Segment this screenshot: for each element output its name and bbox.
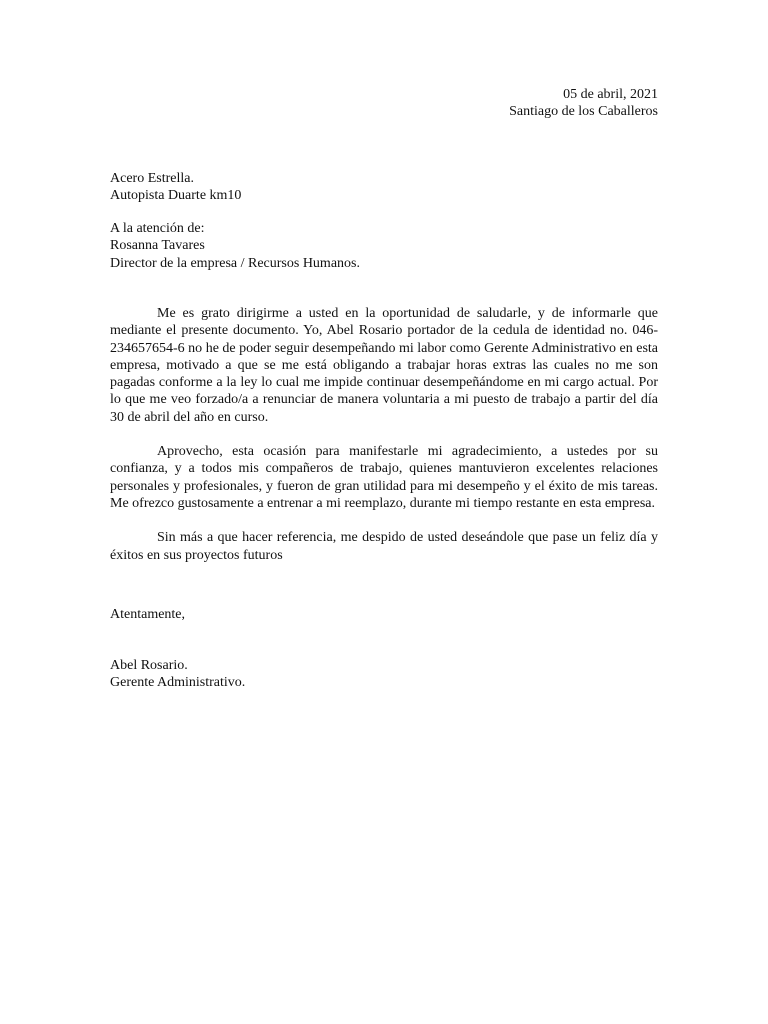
recipient-address: Autopista Duarte km10 [110, 188, 242, 204]
attention-block [110, 220, 360, 272]
closing-salutation: Atentamente, [110, 607, 186, 622]
letter-date: 05 de abril, 2021 [563, 87, 658, 102]
recipient-block [110, 170, 241, 205]
date-block [509, 86, 658, 121]
letter-city: Santiago de los Caballeros [509, 104, 658, 120]
attention-position: Director de la empresa / Recursos Humanos. [110, 255, 360, 271]
recipient-company: Acero Estrella. [110, 171, 194, 186]
letter-body [110, 305, 658, 581]
signature-title: Gerente Administrativo. [110, 675, 246, 691]
signature-block [110, 657, 245, 692]
body-paragraph: Aprovecho, esta ocasión para manifestarle mi agradecimiento, a ustedes por su confianza, y a todos mis compañeros de trabajo, quienes mantuvieron excelentes relaciones personales y profesionales, y fueron de gran utilidad para mi desempeño y el éxito de mis tareas. Me ofrezco gustosamente a entrenar a mi reemplazo, durante mi tiempo restante en esta empresa. [110, 444, 658, 511]
signature-name: Abel Rosario. [110, 658, 188, 673]
body-paragraph: Sin más a que hacer referencia, me despido de usted deseándole que pase un feliz día y éxitos en sus proyectos futuros [110, 530, 658, 563]
body-paragraph: Me es grato dirigirme a usted en la oportunidad de saludarle, y de informarle que mediante el presente documento. Yo, Abel Rosario portador de la cedula de identidad no. 046-234657654-6 no he de poder seguir desempeñando mi labor como Gerente Administrativo en esta empresa, motivado a que se me está obligando a trabajar horas extras las cuales no me son pagadas conforme a la ley lo cual me impide continuar desempeñándome en mi cargo actual. Por lo que me veo forzado/a a renunciar de manera voluntaria a mi puesto de trabajo a partir del día 30 de abril del año en curso. [110, 306, 658, 425]
attention-heading: A la atención de: [110, 221, 205, 236]
attention-name: Rosanna Tavares [110, 238, 205, 254]
